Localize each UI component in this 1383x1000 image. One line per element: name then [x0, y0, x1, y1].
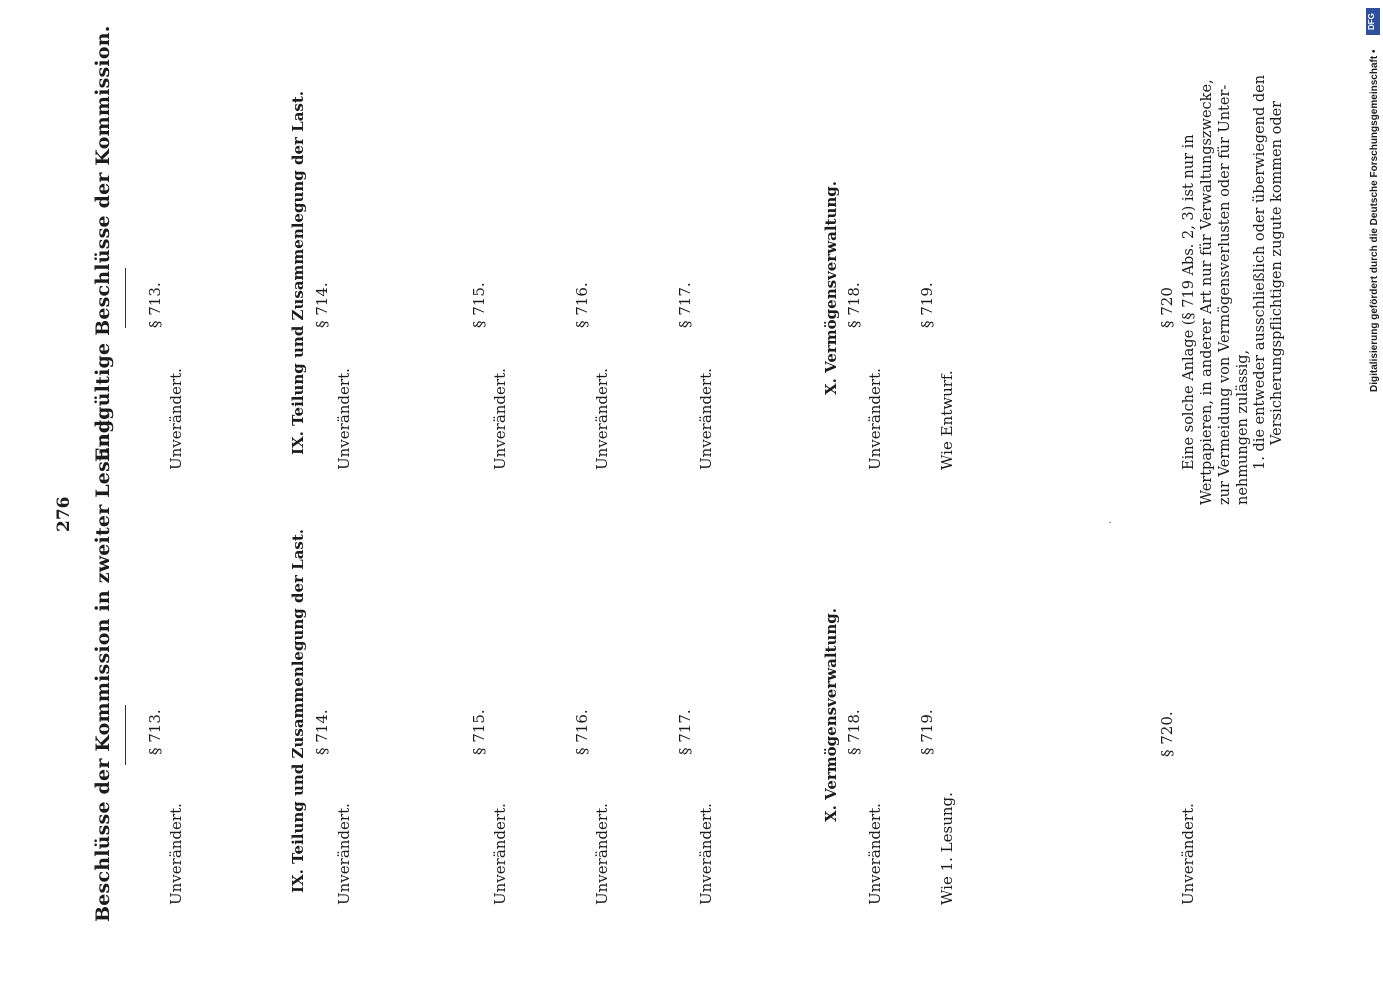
right-para-719: § 719. — [918, 282, 936, 328]
right-text-714: Unverändert. — [335, 368, 353, 470]
right-text-716: Unverändert. — [593, 368, 611, 470]
scan-speck — [1109, 522, 1111, 523]
left-para-717: § 717. — [676, 709, 694, 755]
right-section-x-title: X. Vermögensverwaltung. — [822, 181, 840, 395]
left-para-713: § 713. — [146, 709, 164, 755]
right-para-713: § 713. — [146, 282, 164, 328]
right-para-718: § 718. — [845, 282, 863, 328]
left-para-718: § 718. — [845, 709, 863, 755]
right-para-716: § 716. — [573, 282, 591, 328]
right-column-heading: Endgültige Beschlüsse der Kommission. — [92, 25, 114, 462]
left-para-719: § 719. — [918, 709, 936, 755]
right-text-720-line-2: Wertpapieren, in anderer Art nur für Verwaltungszwecke, — [1199, 79, 1215, 505]
right-text-718: Unverändert. — [866, 368, 884, 470]
right-section-ix-title: IX. Teilung und Zusammenlegung der Last. — [289, 90, 307, 455]
right-text-720-line-5: 1. die entweder ausschließlich oder überwiegend den — [1252, 74, 1268, 470]
left-heading-rule — [125, 705, 126, 765]
right-para-717: § 717. — [676, 282, 694, 328]
right-text-715: Unverändert. — [491, 368, 509, 470]
right-text-719: Wie Entwurf. — [938, 370, 956, 470]
left-text-717: Unverändert. — [697, 803, 715, 905]
right-para-715: § 715. — [470, 282, 488, 328]
left-section-ix-title: IX. Teilung und Zusammenlegung der Last. — [289, 528, 307, 893]
right-text-713: Unverändert. — [167, 368, 185, 470]
left-para-716: § 716. — [573, 709, 591, 755]
right-para-720: § 720 — [1158, 287, 1176, 328]
right-text-717: Unverändert. — [697, 368, 715, 470]
dfg-logo — [1366, 8, 1380, 35]
right-text-720-line-4: nehmungen zulässig, — [1235, 349, 1251, 505]
left-text-720-final: Unverändert. — [1179, 803, 1197, 905]
right-heading-rule — [125, 268, 126, 328]
right-text-720-line-3: zur Vermeidung von Vermögensverlusten oder für Unter- — [1217, 84, 1233, 505]
left-text-715: Unverändert. — [491, 803, 509, 905]
page-number: 276 — [54, 496, 74, 532]
left-text-713: Unverändert. — [167, 803, 185, 905]
digitization-credit: Digitalisierung gefördert durch die Deutsche Forschungsgemeinschaft • — [1369, 49, 1380, 392]
left-para-720: § 720. — [1158, 711, 1176, 757]
left-text-719: Wie 1. Lesung. — [938, 792, 956, 905]
left-text-716: Unverändert. — [593, 803, 611, 905]
left-column-heading: Beschlüsse der Kommission in zweiter Lesung. — [92, 412, 114, 922]
left-section-x-title: X. Vermögensverwaltung. — [822, 608, 840, 822]
left-para-714: § 714. — [313, 709, 331, 755]
left-text-718: Unverändert. — [866, 803, 884, 905]
dfg-logo-text: DFG — [1367, 13, 1376, 30]
right-para-714: § 714. — [313, 282, 331, 328]
right-text-720-line-1: Eine solche Anlage (§ 719 Abs. 2, 3) ist nur in — [1181, 134, 1197, 470]
right-text-720-line-6: Versicherungspflichtigen zugute kommen oder — [1269, 100, 1285, 445]
left-para-715: § 715. — [470, 709, 488, 755]
left-text-714: Unverändert. — [335, 803, 353, 905]
